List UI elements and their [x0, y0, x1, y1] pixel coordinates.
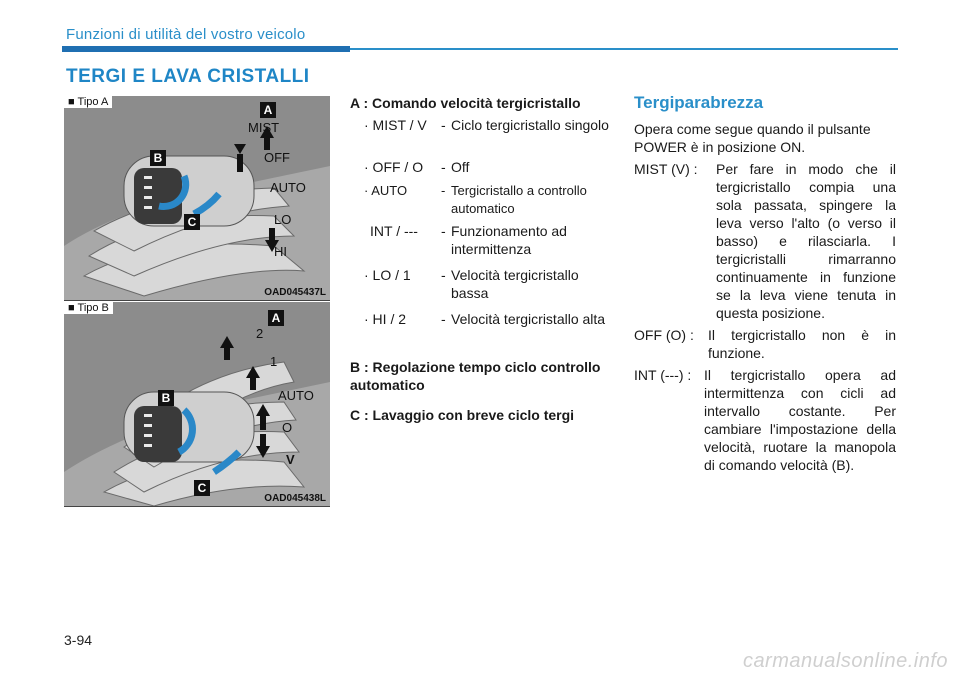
legend-heading-b: B : Regolazione tempo ciclo controllo automatico [350, 359, 601, 393]
page-number: 3-94 [64, 632, 93, 648]
legend-key: · HI / 2 [364, 311, 407, 327]
intro-paragraph: Opera come segue quando il pulsante POWER è in posizione ON. [634, 121, 871, 155]
marker-c: C [184, 214, 200, 230]
definition-text: Il tergicristallo non è in funzione. [708, 327, 896, 361]
marker-a: A [268, 310, 284, 326]
running-header: Funzioni di utilità del vostro veicolo [66, 26, 306, 43]
legend-item [350, 116, 612, 154]
figure-divider [64, 506, 330, 507]
figure-label: ■ Tipo A [64, 96, 112, 108]
legend-item [350, 222, 612, 260]
position-label: MIST [248, 120, 280, 135]
figure-tipo-b [64, 302, 330, 506]
definition-item [634, 326, 896, 362]
wiper-stalk-illustration-b [64, 302, 330, 506]
legend-text: Ciclo tergicristallo singolo [451, 117, 609, 133]
marker-c: C [194, 480, 210, 496]
legend-item [350, 182, 612, 218]
legend-key: · MIST / V [364, 117, 427, 133]
position-label: AUTO [270, 180, 306, 195]
definition-item [634, 366, 896, 474]
header-rule-light [350, 48, 898, 50]
position-label: HI [274, 244, 287, 259]
figure-code: OAD045438L [264, 493, 326, 504]
legend-item [350, 310, 612, 348]
marker-b: B [150, 150, 166, 166]
legend-dash: - [441, 311, 446, 327]
position-label: V [286, 452, 295, 467]
definition-text: Per fare in modo che il tergicristallo compia una sola passata, spingere la leva verso l'alto (o verso il basso) e rilasciarla. I tergicristalli rimarranno continuamente in funzione se la leva viene tenuta in questa posizione. [716, 161, 896, 321]
figure-divider [64, 300, 330, 301]
figure-tipo-a [64, 96, 330, 300]
windshield-wiper-section [634, 94, 896, 474]
marker-b: B [158, 390, 174, 406]
legend-text: Velocità tergicristallo bassa [451, 267, 579, 301]
legend-dash: - [441, 183, 446, 198]
position-label: AUTO [278, 388, 314, 403]
definition-term: MIST (V) : [634, 161, 698, 177]
definition-term: OFF (O) : [634, 327, 694, 343]
section-title: TERGI E LAVA CRISTALLI [66, 66, 310, 87]
position-label: 1 [270, 354, 278, 369]
definition-item [634, 160, 896, 322]
definition-text: Il tergicristallo opera ad intermittenza con cicli ad intervallo costante. Per cambiare l'impostazione della velocità, ruotare la manopola di comando velocità (B). [704, 367, 896, 473]
legend-item [350, 266, 612, 304]
position-label: LO [274, 212, 292, 227]
legend-text: Tergicristallo a controllo automatico [451, 183, 587, 216]
position-label: O [282, 420, 293, 435]
position-label: OFF [264, 150, 290, 165]
subsection-title: Tergiparabrezza [634, 93, 764, 112]
legend-heading-c: C : Lavaggio con breve ciclo tergi [350, 407, 575, 423]
legend-dash: - [441, 159, 446, 175]
marker-a: A [260, 102, 276, 118]
legend-text: Funzionamento ad intermittenza [451, 223, 567, 257]
watermark: carmanualsonline.info [742, 650, 948, 672]
legend-dash: - [441, 117, 446, 133]
figure-label: ■ Tipo B [64, 302, 113, 314]
legend-key: · LO / 1 [364, 267, 411, 283]
controls-legend [350, 94, 612, 424]
legend-item [350, 158, 612, 176]
legend-key: · AUTO [364, 183, 408, 198]
legend-key: · OFF / O [364, 159, 424, 175]
legend-text: Off [451, 159, 470, 175]
figure-code: OAD045437L [264, 287, 326, 298]
position-label: 2 [256, 326, 264, 341]
legend-heading-a: A : Comando velocità tergicristallo [350, 95, 581, 111]
legend-dash: - [441, 267, 446, 283]
definition-term: INT (---) : [634, 367, 692, 383]
legend-key: INT / --- [370, 223, 418, 239]
header-rule-dark [62, 46, 350, 52]
legend-text: Velocità tergicristallo alta [451, 311, 606, 327]
legend-dash: - [441, 223, 446, 239]
wiper-stalk-illustration-a [64, 96, 330, 300]
